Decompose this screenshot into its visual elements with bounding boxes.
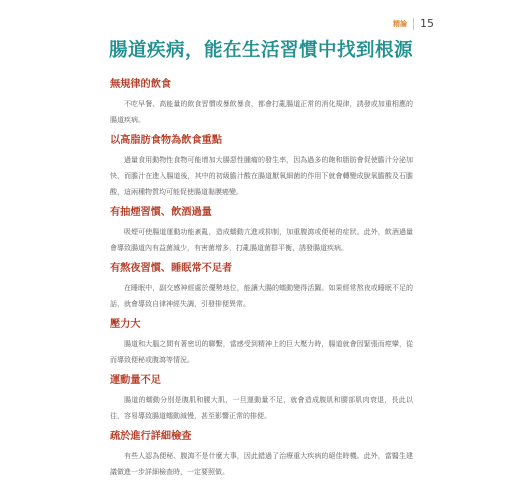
section-heading: 以高脂肪食物為飲食重點 xyxy=(110,135,223,146)
section-late-nights xyxy=(110,262,413,312)
page-header xyxy=(393,17,434,30)
header-divider xyxy=(413,18,414,30)
chapter-tag: 精論 xyxy=(393,19,407,28)
section-smoking-drinking xyxy=(110,206,413,256)
section-heading: 運動量不足 xyxy=(110,375,161,386)
section-paragraph: 吸煙可使腸道運動功能紊亂，造成蠕動亢進或抑制，加重腹瀉或便秘的症狀。此外，飲酒過量會導致腸道內有益菌減少，有害菌增多，打亂腸道菌群平衡，誘發腸道疾病。 xyxy=(110,228,413,252)
section-paragraph: 不吃早餐、高能量的飲食習慣或暴飲暴食，都會打亂腸道正常的消化規律，誘發或加重相應的腸道疾病。 xyxy=(110,100,413,124)
section-irregular-diet xyxy=(110,78,413,128)
section-heading: 有熬夜習慣、睡眠常不足者 xyxy=(110,263,233,274)
section-heading: 有抽煙習慣、飲酒過量 xyxy=(110,207,212,218)
section-lack-of-exercise xyxy=(110,374,413,424)
section-heading: 無規律的飲食 xyxy=(110,79,172,90)
section-high-fat-diet xyxy=(110,134,413,200)
page-title: 腸道疾病，能在生活習慣中找到根源 xyxy=(109,40,414,61)
page-number: 15 xyxy=(420,17,434,30)
section-paragraph: 有些人認為便秘、腹瀉不是什麼大事，因此錯過了治療重大疾病的絕佳時機。此外，當醫生建議做進一步詳細檢查時，一定要照做。 xyxy=(110,452,413,476)
section-stress xyxy=(110,318,413,368)
section-heading: 疏於進行詳細檢查 xyxy=(110,431,192,442)
section-heading: 壓力大 xyxy=(110,319,141,330)
section-paragraph: 腸道和大腦之間有著密切的聯繫，當感受到精神上的巨大壓力時，腸道就會因緊張而痙攣，從而導致便秘或腹瀉等情況。 xyxy=(110,340,413,364)
section-paragraph: 過量食用動物性食物可能增加大腸惡性腫瘤的發生率，因為過多的飽和脂肪會促使膽汁分泌加快，而膽汁在進入腸道後，其中的初級膽汁酸在腸道厭氧細菌的作用下就會轉變成脫氧膽酸及石膽酸，這兩種物質均可能促使腸道黏膜癌變。 xyxy=(110,156,413,196)
section-paragraph: 在睡眠中，副交感神經處於優勢地位，能讓大腸的蠕動變得活躍。如果經常熬夜或睡眠不足的話，就會導致自律神經失調，引發排便異常。 xyxy=(110,284,413,308)
article-body xyxy=(110,78,413,486)
section-paragraph: 腸道的蠕動分別是腹肌和腰大肌，一旦運動量不足，就會造成腹肌和腰部肌肉衰退，長此以往，容易導致腸道蠕動減慢，甚至影響正常的排便。 xyxy=(110,396,413,420)
section-skipping-checkups xyxy=(110,430,413,480)
